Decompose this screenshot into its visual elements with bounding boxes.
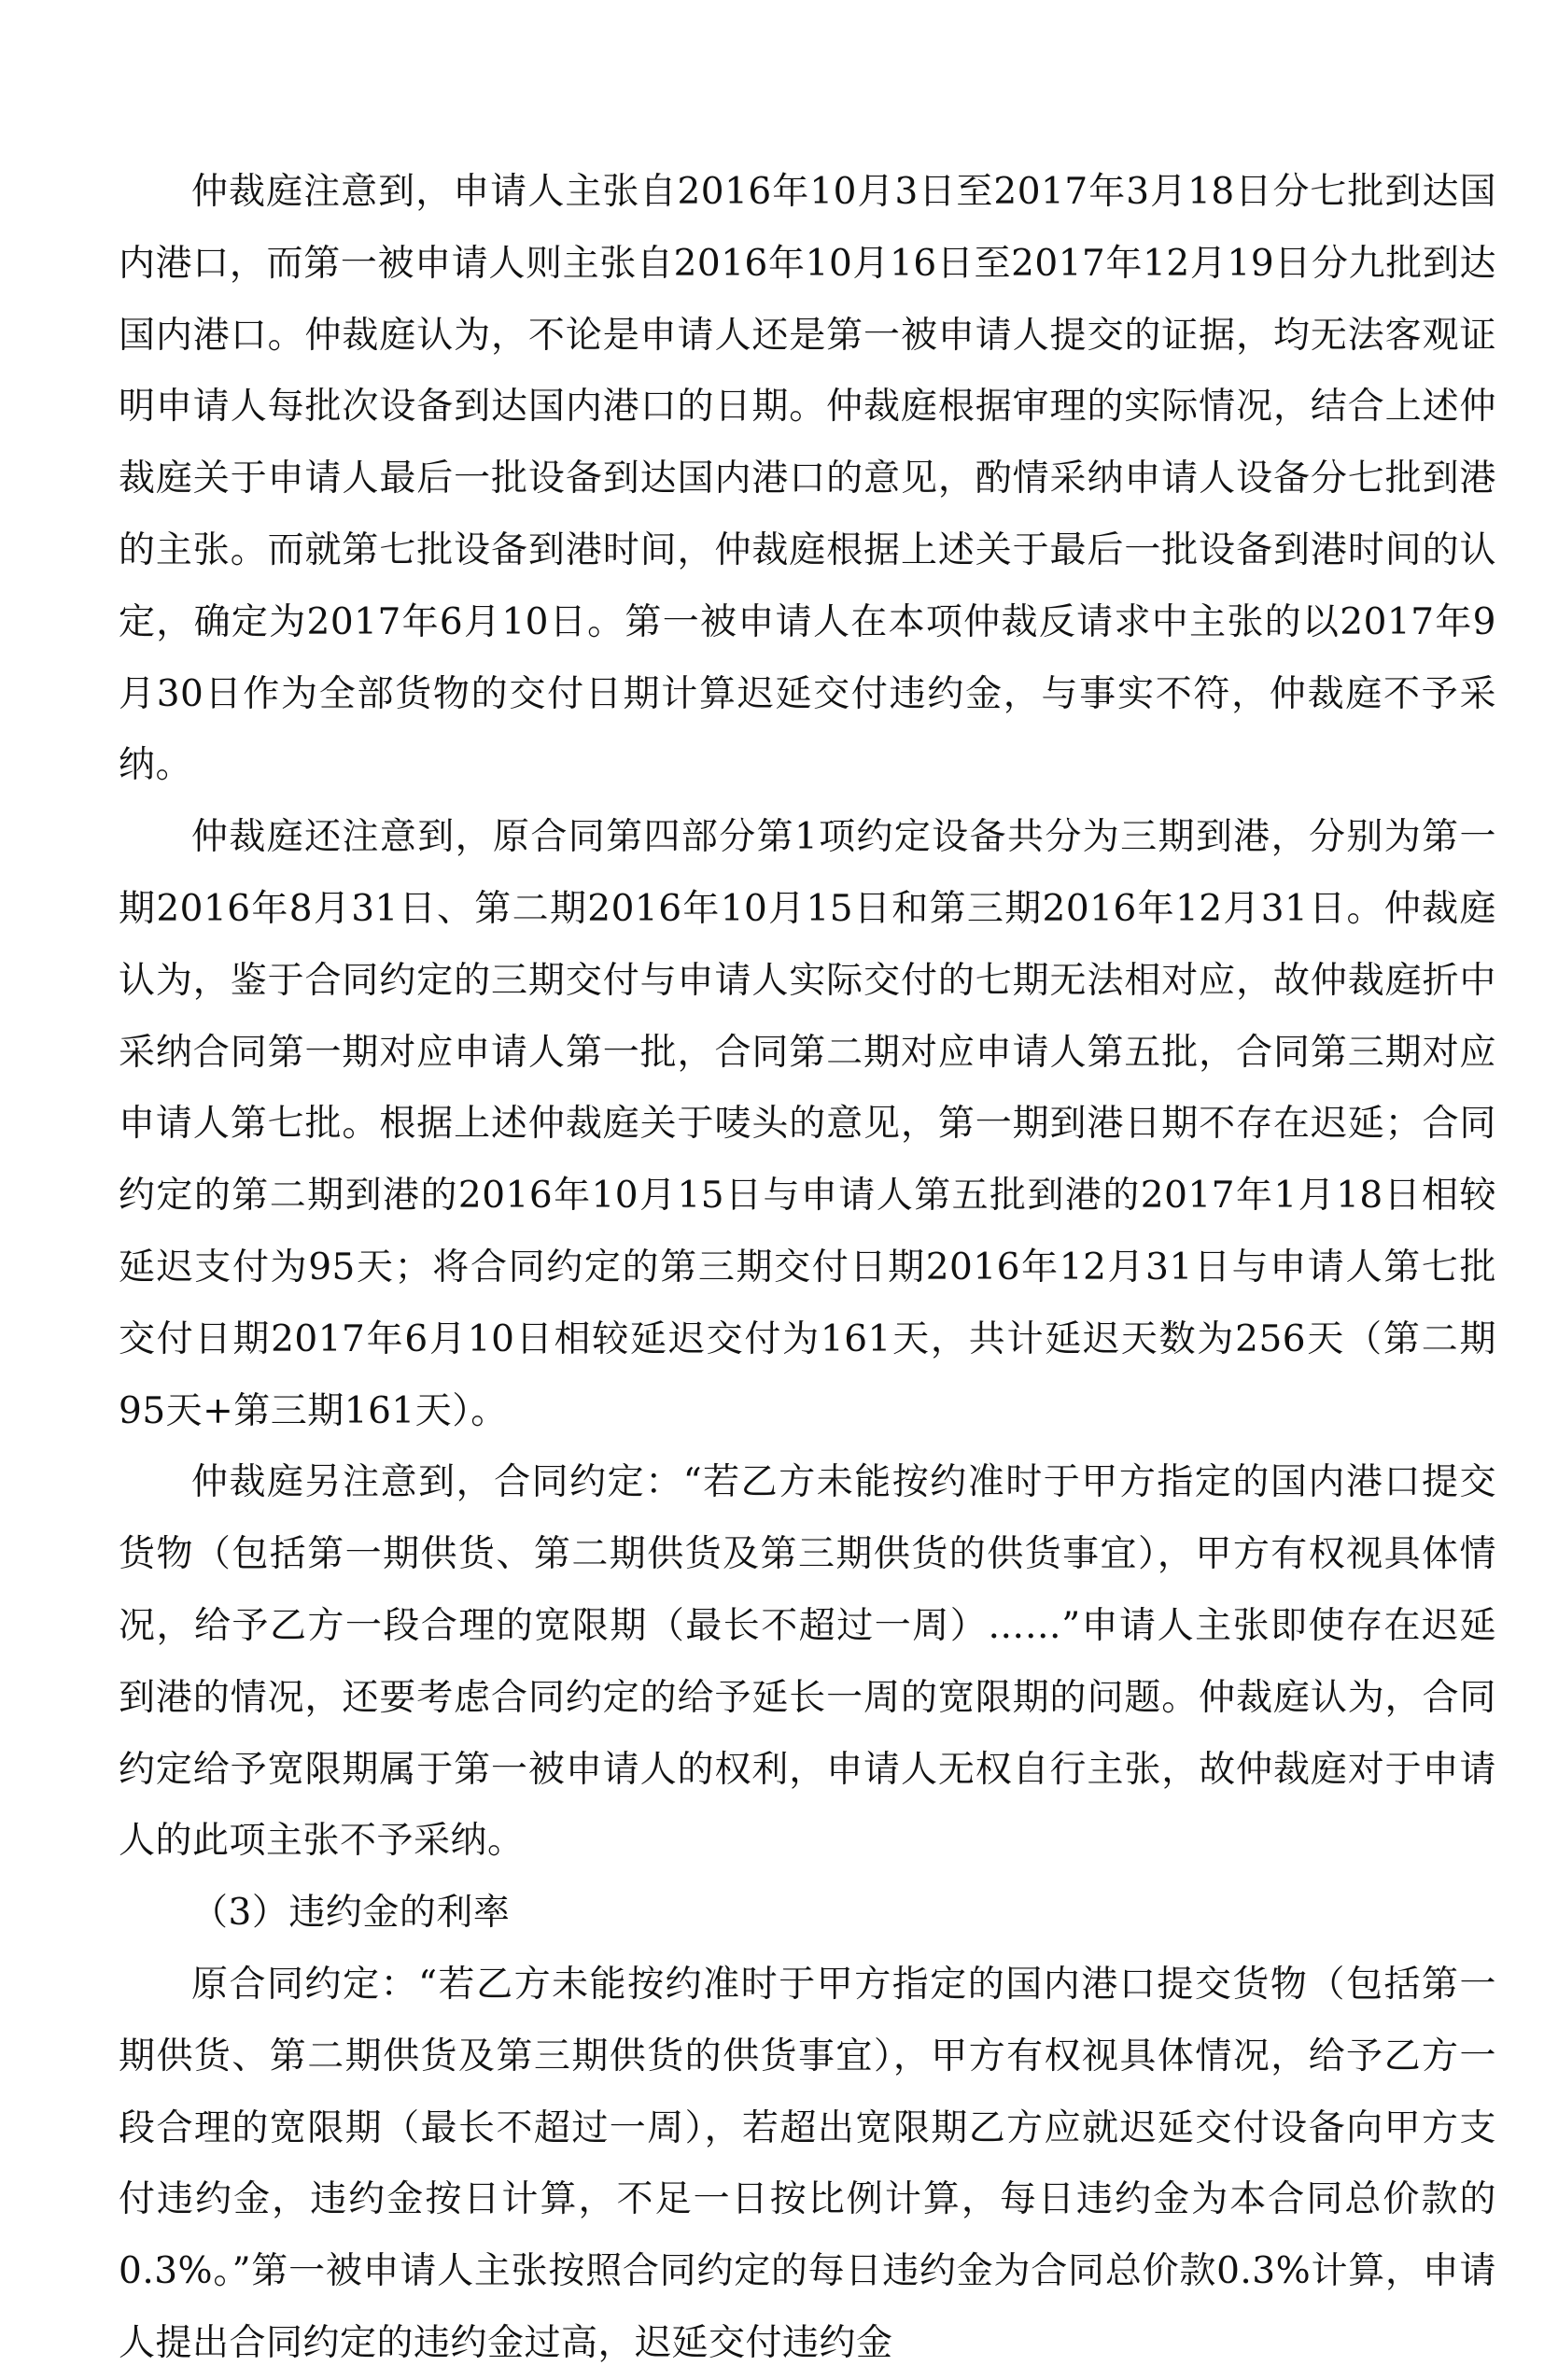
document-body: [119, 157, 1496, 2380]
paragraph-delivery-delay: 仲裁庭还注意到，原合同第四部分第1项约定设备共分为三期到港，分别为第一期2016年8月31日、第二期2016年10月15日和第三期2016年12月31日。仲裁庭认为，鉴于合同约定的三期交付与申请人实际交付的七期无法相对应，故仲裁庭折中采纳合同第一期对应申请人第一批，合同第二期对应申请人第五批，合同第三期对应申请人第七批。根据上述仲裁庭关于唛头的意见，第一期到港日期不存在迟延；合同约定的第二期到港的2016年10月15日与申请人第五批到港的2017年1月18日相较延迟支付为95天；将合同约定的第三期交付日期2016年12月31日与申请人第七批交付日期2017年6月10日相较延迟交付为161天，共计延迟天数为256天（第二期95天+第三期161天）。: [119, 816, 1496, 1432]
paragraph-delivery-batches: 仲裁庭注意到，申请人主张自2016年10月3日至2017年3月18日分七批到达国内港口，而第一被申请人则主张自2016年10月16日至2017年12月19日分九批到达国内港口。仲裁庭认为，不论是申请人还是第一被申请人提交的证据，均无法客观证明申请人每批次设备到达国内港口的日期。仲裁庭根据审理的实际情况，结合上述仲裁庭关于申请人最后一批设备到达国内港口的意见，酌情采纳申请人设备分七批到港的主张。而就第七批设备到港时间，仲裁庭根据上述关于最后一批设备到港时间的认定，确定为2017年6月10日。第一被申请人在本项仲裁反请求中主张的以2017年9月30日作为全部货物的交付日期计算迟延交付违约金，与事实不符，仲裁庭不予采纳。: [119, 171, 1496, 787]
paragraph-grace-period: 仲裁庭另注意到，合同约定：“若乙方未能按约准时于甲方指定的国内港口提交货物（包括第一期供货、第二期供货及第三期供货的供货事宜），甲方有权视具体情况，给予乙方一段合理的宽限期（最长不超过一周）……”申请人主张即使存在迟延到港的情况，还要考虑合同约定的给予延长一周的宽限期的问题。仲裁庭认为，合同约定给予宽限期属于第一被申请人的权利，申请人无权自行主张，故仲裁庭对于申请人的此项主张不予采纳。: [119, 1461, 1496, 1863]
paragraph-penalty-rate: 原合同约定：“若乙方未能按约准时于甲方指定的国内港口提交货物（包括第一期供货、第二期供货及第三期供货的供货事宜），甲方有权视具体情况，给予乙方一段合理的宽限期（最长不超过一周），若超出宽限期乙方应就迟延交付设备向甲方支付违约金，违约金按日计算，不足一日按比例计算，每日违约金为本合同总价款的0.3%。”第一被申请人主张按照合同约定的每日违约金为合同总价款0.3%计算，申请人提出合同约定的违约金过高，迟延交付违约金: [119, 1963, 1496, 2364]
section-heading-penalty-rate: （3）违约金的利率: [191, 1892, 511, 1935]
